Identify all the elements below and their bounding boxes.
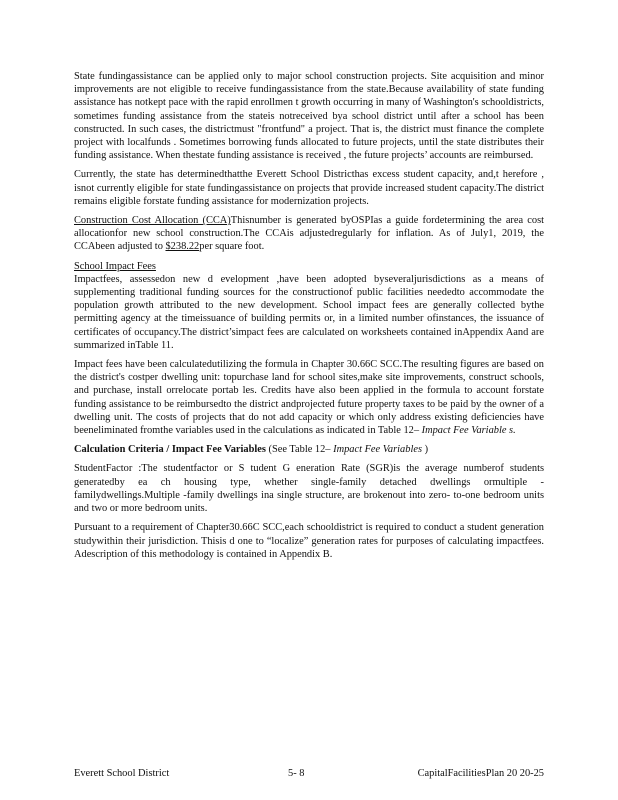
calc-heading-plain: (See Table 12– <box>265 444 331 456</box>
formula-paragraph <box>74 358 544 437</box>
calc-heading-italic: Impact Fee Variables <box>330 444 422 456</box>
impact-fees-heading: School Impact Fees <box>74 260 156 272</box>
cca-amount: $238.22 <box>165 241 200 253</box>
cca-paragraph <box>74 214 544 254</box>
footer-district: Everett School District <box>74 768 170 779</box>
cca-heading: Construction Cost Allocation (CCA) <box>74 215 231 227</box>
cca-text-a: Thisnumber is generated byOSPIas a guide fordetermining the area cost allocationfor new school construction.The CCAis adjustedregularly for inflation. As of July1, 2019, the CCAbeen adjusted to <box>74 215 545 253</box>
page-footer <box>74 767 544 781</box>
calculation-criteria-heading <box>74 443 544 456</box>
footer-plan-title: CapitalFacilitiesPlan 20 20-25 <box>417 768 544 779</box>
impact-fees-paragraph: Impactfees, assessedon new d evelopment ,have been adopted byseveraljurisdictions as a means of supplementing traditional funding sources for the constructionof public facilities neededto accommodate the population growth attributed to the new development. School impact fees are generally collected bythe permitting agency at the timeissuance of building permits or, in a limited number ofinstances, the issuance of certificates of occupancy.The district’simpact fees are calculated on worksheets contained inAppendix Aand are summarized inTable 11. <box>74 273 544 351</box>
state-funding-paragraph: State fundingassistance can be applied only to major school construction projects. Site acquisition and minor improvements are not eligible to receive fundingassistance from the state.Because availability of state funding assistance has notkept pace with the rapid enrollmen t growth occurring in many of Washington's schooldistricts, sometimes funding assistance from the stateis notreceived bya school district until after a school has been constructed. In such cases, the districtmust "frontfund" a project. That is, the district must finance the complete project with localfunds . Sometimes borrowing funds allocated to future projects, until the state distributes their funding assistance. When thestate funding assistance is received , the future projects’ accounts are reimbursed. <box>74 71 544 162</box>
footer-page-number: 5- 8 <box>288 768 305 779</box>
document-body <box>74 70 544 567</box>
formula-text: Impact fees have been calculatedutilizing the formula in Chapter 30.66C SCC.The resulting figures are based on the district's costper dwelling unit: topurchase land for school sites,make site improvements, construct schools, and purchase, install orrelocate portab les. Credits have also been applied in the formula to account forstate funding assistance to be reimbursedto the district andprojected future property taxes to be paid by the owner of a dwelling unit. The costs of projects that do not add capacity or which only address existing deficiencies have beeneliminated fromthe variables used in the calculations as indicated in Table 12– <box>74 359 544 437</box>
calc-heading-bold: Calculation Criteria / Impact Fee Variables <box>74 444 266 456</box>
cca-text-b: per square foot. <box>199 241 265 253</box>
calc-heading-close: ) <box>422 444 429 456</box>
capacity-paragraph: Currently, the state has determinedthatthe Everett School Districthas excess student capacity, and,t herefore , isnot currently eligible for state fundingassistance on projects that provide increased student capacity.The district remains eligible forstate funding assistance for modernization projects. <box>74 169 544 207</box>
student-generation-paragraph: Pursuant to a requirement of Chapter30.66C SCC,each schooldistrict is required to conduct a student generation studywithin their jurisdiction. Thisis d one to “localize” generation rates for purposes of calculating impactfees. Adescription of this methodology is contained in Appendix B. <box>74 522 544 560</box>
formula-table-ref: Impact Fee Variable s. <box>419 425 516 437</box>
student-factor-paragraph: StudentFactor :The studentfactor or S tudent G eneration Rate (SGR)is the average numberof students generatedby ea ch housing type, whether single-family detached dwellings ormultiple - familydwellings.Multiple -family dwellings ina single structure, are brokenout into zero- to-one bedroom units and two or more bedroom units. <box>74 463 544 515</box>
